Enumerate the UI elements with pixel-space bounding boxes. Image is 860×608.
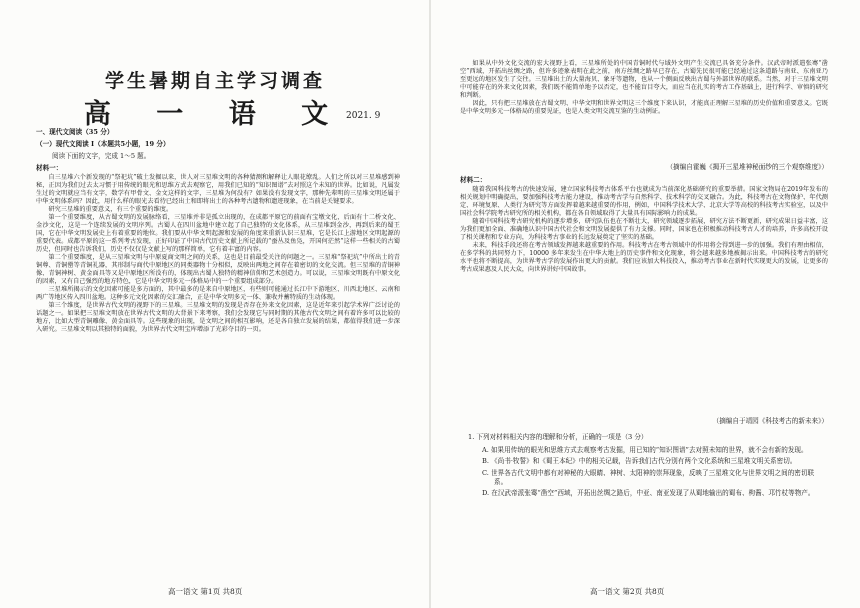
page-2 bbox=[430, 0, 860, 608]
paragraph: 如果从中外文化交流的宏大视野上看，三星堆所处的中国青铜时代与域外文明产生交流已具备充分条件。汉武帝时派遣张骞“凿空”西域，开拓出丝绸之路，但许多迹象表明在此之前，南方丝绸之路早已存在，古蜀先民很可能已经通过这条道路与南亚、东南亚乃至更远的地区发生了交往。三星堆出土的大量海贝、象牙等遗物，也从一个侧面反映出古蜀与外部世界的联系。当然，对于三星堆文明中可能存在的外来文化因素，我们既不能简单地予以否定，也不能盲目夸大，而应当在扎实的考古工作基础上，进行科学、审慎的研究和判断。 bbox=[460, 60, 828, 99]
exam-subject-title: 高 一 语 文 bbox=[83, 99, 347, 130]
paragraph: 因此，只有把三星堆放在古蜀文明、中华文明和世界文明这三个维度下来认识，才能真正理解三星堆的历史价值和重要意义。它既是中华文明多元一体格局的重要见证，也是人类文明交流互鉴的生动例证。 bbox=[460, 100, 828, 115]
material-2-citation: （摘编自于靖园《科技考古的新未来》） bbox=[712, 417, 828, 425]
paragraph: 第二个重要维度，是从三星堆文明与中原夏商文明之间的关系，这也是目前最受关注的问题之一。三星堆“祭祀坑”中所出土的青铜尊、青铜罍等青铜礼器，其形制与商代中原地区的同类器物十分相似，反映出两地之间存在着密切的文化交流。但三星堆的青铜神像、青铜神树、黄金面具等又是中原地区所没有的，体现出古蜀人独特的精神信仰和艺术创造力。可以说，三星堆文明既有中原文化的因素，又有自己强烈的地方特色，它是中华文明多元一体格局中的一个重要组成部分。 bbox=[36, 254, 400, 285]
paragraph: 未来，科技手段还将在考古领域发挥越来越重要的作用。科技考古在考古领域中的作用将会得到进一步的加强。我们有理由相信，在多学科的共同努力下，10000 多年来发生在中华大地上的历史事件和文化现象，将会越来越多地被揭示出来。中国科技考古的研究水平也将不断提高，为世界考古学的发展作出更大的贡献。我们应该加大科技投入，推动考古事业在新时代实现更大的发展，让更多的考古成果惠及人民大众，向世界讲好中国故事。 bbox=[460, 242, 828, 273]
option-b[interactable]: B. 《尚书·牧誓》和《蜀王本纪》中的相关记载，告诉我们古代分别有两个文化系统和三星堆文明关系密切。 bbox=[482, 457, 797, 466]
paragraph: 随着我国科技考古的快速发展，建立国家科技考古体系平台也就成为当前深化基础研究的重要举措。国家文物局在2019年发布的相关规划中明确提出，要加强科技考古能力建设，推动考古学与自然科学、技术科学的交叉融合。为此，科技考古在文物保护、年代测定、环境复原、人类行为研究等方面发挥着越来越重要的作用，例如，中国科学技术大学、北京大学等高校的科技考古实验室，以及中国社会科学院考古研究所的相关机构，都在各自领域取得了大量具有国际影响力的成果。 bbox=[460, 186, 828, 217]
material-1-citation: （摘编自霍巍《揭开三星堆神秘面纱的三个观察维度》） bbox=[666, 163, 828, 171]
page-footer: 高一语文 第1页 共8页 bbox=[168, 587, 243, 596]
paragraph: 三星堆所揭示的文化因素可能是多方面的，其中最多的是来自中原地区，有些则可能通过长江中下游地区、川西北地区、云南和两广等地区传入四川盆地。这种多元文化因素的交汇融合，正是中华文明多元一体、兼收并蓄特质的生动体现。 bbox=[36, 286, 400, 301]
paragraph: 自三星堆六个新发现的“祭祀坑”破土发掘以来，世人对三星堆文明的各种猜测和解释让人眼花缭乱。人们之所以对三星堆感到神秘，正因为我们过去太习惯于用传统的眼光和思维方式去观察它，用我们已知的“知识图谱”去对照这个未知的世界。比如说，凡属发生过的文明就应当有文字，数学有甲骨文、金文这样的文字，三星堆为何没有？如果没有发现文字，那种先辈明的三星堆文明还属于中华文明体系吗？因此，用什么样的眼光去看待已经出土和即将出土的各种考古遗物和遗迹现象，在当前是关键要求。 bbox=[36, 174, 400, 205]
material-2-body bbox=[460, 186, 828, 274]
material-1-body bbox=[36, 174, 400, 334]
page-footer: 高一语文 第2页 共8页 bbox=[590, 587, 665, 596]
paragraph: 随着中国科技考古研究机构的逐步增多，研究队伍也在不断壮大，研究领域逐步拓展，研究方法不断更新，研究成果日益丰富，这为我们更加全面、准确地认识中国古代社会和文明发展提供了有力支撑。同时，国家也在积极推动科技考古人才的培养，许多高校开设了相关课程和专业方向，为科技考古事业的长远发展奠定了坚实的基础。 bbox=[460, 218, 828, 241]
section-heading-1: 一、现代文阅读（35 分） bbox=[36, 128, 114, 136]
question-1-options bbox=[482, 446, 822, 500]
option-a[interactable]: A. 如果用传统的眼光和思维方式去观察考古发掘，用已知的“知识图谱”去对照未知的世界，就不会有新的发现。 bbox=[482, 446, 808, 454]
exam-date: 2021. 9 bbox=[346, 111, 381, 121]
question-1: 1. 下列对材料相关内容的理解和分析，正确的一项是（3 分） bbox=[468, 433, 648, 441]
material-1-continued bbox=[460, 60, 828, 116]
exam-title: 学生暑期自主学习调查 bbox=[104, 70, 325, 92]
option-d[interactable]: D. 在汉武帝派张骞“凿空”西域，开拓出丝绸之路后，中亚、南亚发现了从蜀地输出的蜀布、枸酱、邛竹杖等物产。 bbox=[482, 489, 815, 498]
paragraph: 第三个维度，是世界古代文明的视野下的三星堆。三星堆文明的发现是否存在外来文化因素，这是近年来引起学术界广泛讨论的话题之一。如果把三星堆文明放在世界古代文明的大背景下来考察，我们会发现它与同时期的其他古代文明之间有着许多可以比较的地方，比如大型青铜雕像、黄金面具等。这些现象的出现，是文明之间的相互影响，还是各自独立发展的结果，都值得我们进一步深入研究。三星堆文明以其独特的面貌，为世界古代文明宝库增添了光彩夺目的一页。 bbox=[36, 302, 400, 333]
reading-instruction: 阅读下面的文字，完成 1～5 题。 bbox=[52, 152, 151, 160]
option-c[interactable]: C. 世界各古代文明中都有对神秘的大眼睛、神树、太阳神的崇拜现象，反映了三星堆文化与世界文明之间的密切联系。 bbox=[482, 468, 815, 486]
paragraph: 研究三星堆的重要意义，有三个重要的维度。 bbox=[48, 206, 173, 213]
material-2-label: 材料二： bbox=[460, 176, 487, 184]
material-1-label: 材料一： bbox=[36, 164, 63, 172]
paragraph: 第一个重要维度，从古蜀文明的发展脉络看，三星堆并非是孤立出现的，在成都平原它的前面有宝墩文化，后面有十二桥文化、金沙文化，这是一个连续发展的文明序列。古蜀人在四川盆地中建立起了自己独特的文化体系，从三星堆到金沙，再到后来的蜀王国，它在中华文明发展史上有着重要的地位。我们要从中华文明起源和发展的角度来重新认识三星堆，它是长江上游地区文明起源的重要代表。成都平原的这一系列考古发现，正好印证了中国古代历史文献上所记载的“蚕丛及鱼凫，开国何茫然”这样一些相关的古蜀历史，但同时也告诉我们，历史不仅仅是文献上写的那样简单，它有着丰富的内容。 bbox=[36, 214, 400, 253]
subsection-heading-1: （一）现代文阅读 I（本题共5小题，19 分） bbox=[36, 140, 170, 148]
